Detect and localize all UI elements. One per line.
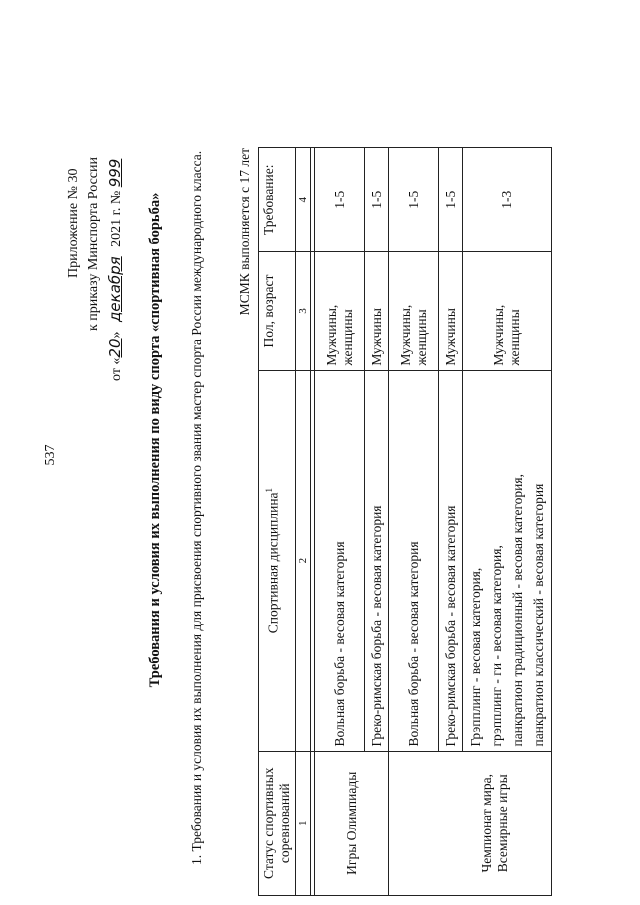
col-number-4: 4	[296, 148, 311, 252]
discipline-line: Грэпплинг - весовая категория,	[468, 567, 483, 747]
status-cell: Игры Олимпиады	[315, 751, 389, 895]
discipline-cell	[463, 370, 552, 751]
date-day: 20	[106, 338, 124, 358]
col-number-3: 3	[296, 252, 311, 370]
discipline-line: панкратион классический - весовая категория	[531, 483, 546, 747]
status-cell: Чемпионат мира, Всемирные игры	[389, 751, 552, 895]
column-number-row	[296, 148, 311, 896]
appendix-label: Приложение № 30	[66, 168, 81, 278]
date-year: 2021 г. №	[109, 190, 124, 247]
document-title: Требования и условия их выполнения по виду спорта «спортивная борьба»	[147, 192, 163, 688]
discipline-cell: Греко-римская борьба - весовая категория	[365, 370, 389, 751]
table-row	[315, 148, 365, 896]
discipline-line: панкратион традиционный - весовая категория,	[510, 474, 525, 747]
requirement-cell: 1-3	[463, 148, 552, 252]
discipline-cell: Вольная борьба - весовая категория	[315, 370, 365, 751]
sex-cell: Мужчины, женщины	[463, 252, 552, 370]
header-status: Статус спортивных соревнований	[259, 751, 296, 895]
header-discipline	[259, 370, 296, 751]
footnote-marker: 1	[264, 487, 274, 493]
requirement-cell: 1-5	[439, 148, 463, 252]
header-sex-age: Пол, возраст	[259, 252, 296, 370]
requirement-cell: 1-5	[389, 148, 439, 252]
sex-cell: Мужчины, женщины	[315, 252, 365, 370]
mcmk-note: МСМК выполняется с 17 лет	[237, 148, 252, 316]
sex-cell: Мужчины	[365, 252, 389, 370]
discipline-cell: Греко-римская борьба - весовая категория	[439, 370, 463, 751]
date-month: декабря	[106, 256, 124, 322]
table-row	[389, 148, 439, 896]
sex-cell: Мужчины	[439, 252, 463, 370]
discipline-cell: Вольная борьба - весовая категория	[389, 370, 439, 751]
date-prefix: от «	[109, 357, 124, 381]
requirements-table	[258, 147, 552, 896]
order-number: 999	[106, 158, 124, 188]
col-number-1: 1	[296, 751, 311, 895]
discipline-line: грэпплинг - ги - весовая категория,	[489, 545, 504, 747]
table-header-row	[259, 148, 296, 896]
col-number-2: 2	[296, 370, 311, 751]
order-reference: к приказу Минспорта России	[86, 157, 101, 331]
order-date-line	[106, 159, 125, 381]
date-mid: »	[109, 331, 124, 339]
sex-cell: Мужчины, женщины	[389, 252, 439, 370]
header-discipline-text: Спортивная дисциплина	[265, 492, 281, 634]
header-requirement: Требование:	[259, 148, 296, 252]
requirement-cell: 1-5	[315, 148, 365, 252]
requirement-cell: 1-5	[365, 148, 389, 252]
page-number: 537	[43, 444, 58, 466]
intro-paragraph: 1. Требования и условия их выполнения для присвоения спортивного звания мастер спорта России международного класса.	[189, 150, 204, 865]
